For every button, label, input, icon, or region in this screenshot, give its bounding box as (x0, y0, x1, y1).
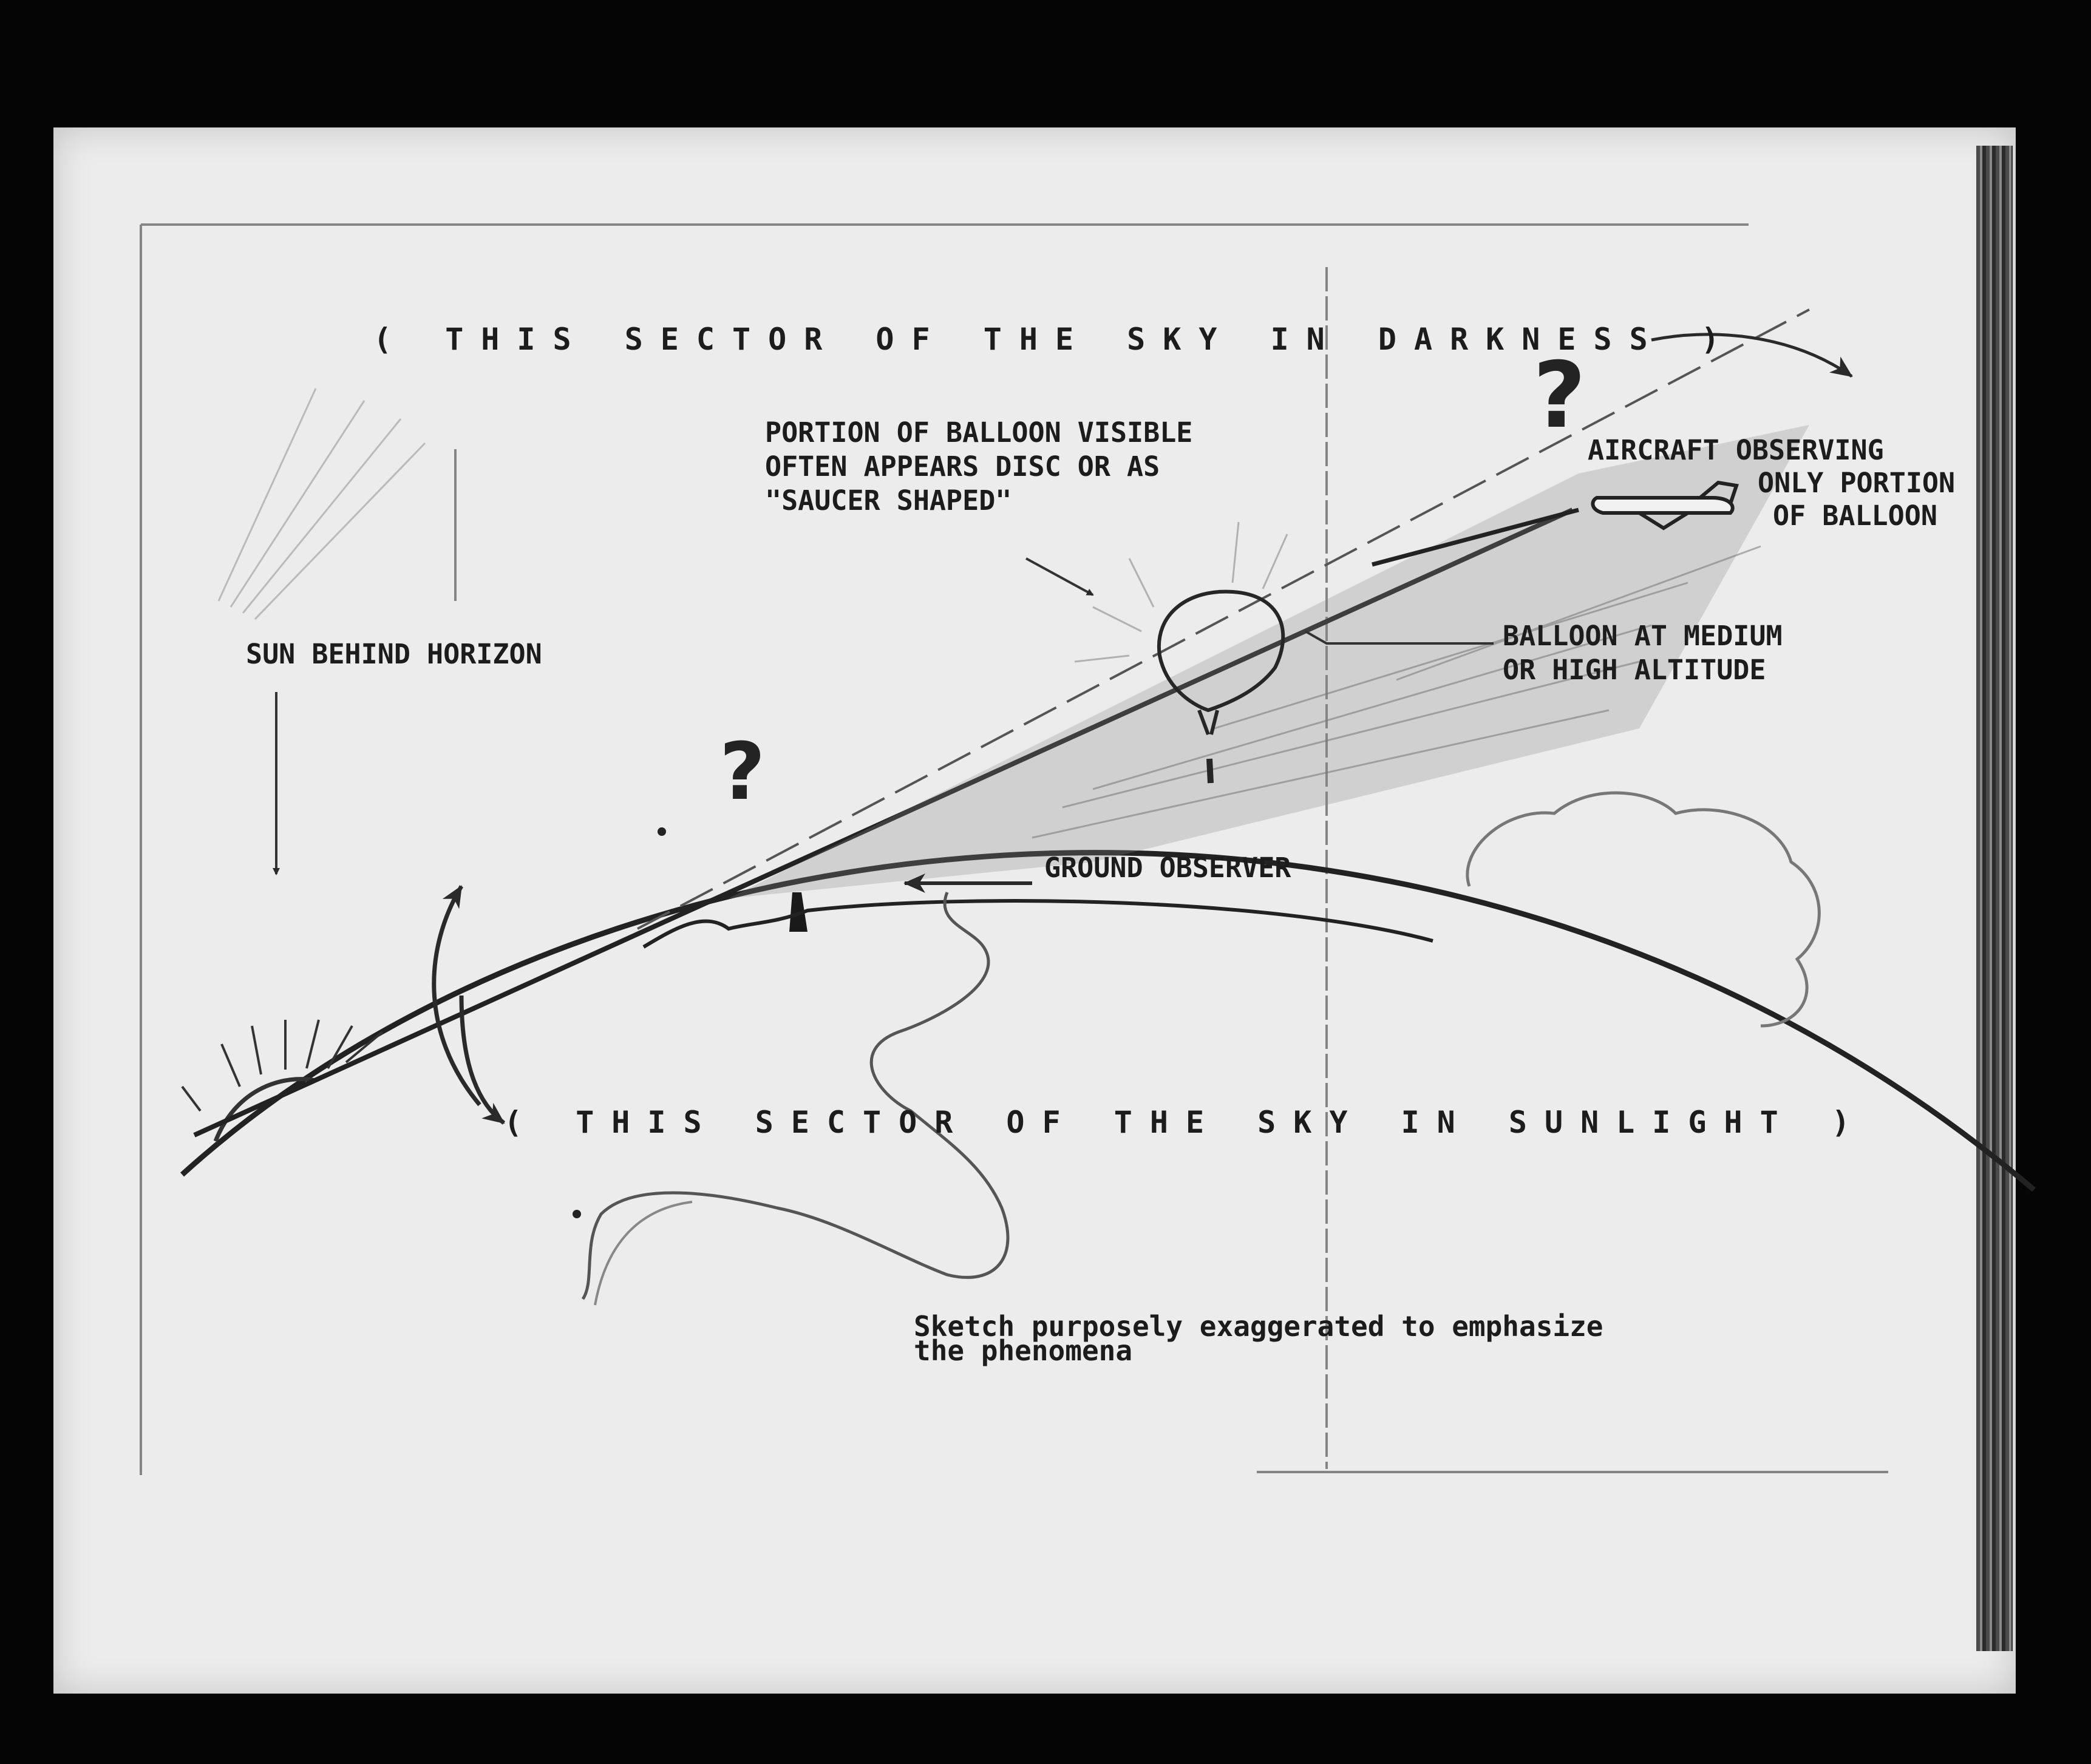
ink-dot (573, 1210, 581, 1218)
question-mark-aircraft: ? (1533, 343, 1586, 449)
sunlight-sector-arrow-down (461, 996, 504, 1123)
balloon-altitude-line-1: BALLOON AT MEDIUM (1503, 620, 1783, 652)
sketch-note (914, 1310, 1603, 1367)
cloud-lower-left (595, 1202, 692, 1305)
sketch-note-line-2: the phenomena (914, 1334, 1133, 1367)
sun-icon (182, 1020, 382, 1141)
sector-sunlight-label: ( THIS SECTOR OF THE SKY IN SUNLIGHT ) (504, 1105, 1868, 1140)
sector-darkness-label: ( THIS SECTOR OF THE SKY IN DARKNESS ) (373, 322, 1737, 357)
aircraft-label-line-2: ONLY PORTION (1758, 467, 1956, 499)
question-mark-ground: ? (719, 725, 766, 818)
balloon-portion-line-1: PORTION OF BALLOON VISIBLE (765, 416, 1193, 449)
balloon-portion-line-3: "SAUCER SHAPED" (765, 484, 1012, 517)
saucer-pointer-arrow (1026, 558, 1093, 595)
aircraft-label-line-3: OF BALLOON (1773, 500, 1937, 532)
aircraft-label (1588, 434, 1955, 532)
ink-dot (658, 827, 666, 836)
balloon-portion-label (765, 416, 1192, 518)
terrain-path (644, 901, 1433, 947)
aircraft-label-line-1: AIRCRAFT OBSERVING (1588, 434, 1884, 466)
sun-behind-horizon-label: SUN BEHIND HORIZON (246, 638, 542, 670)
cloud-right (1467, 793, 1819, 1026)
balloon-portion-line-2: OFTEN APPEARS DISC OR AS (765, 450, 1160, 483)
sketch-note-line-1: Sketch purposely exaggerated to emphasize (914, 1310, 1603, 1343)
balloon-altitude-label (1503, 619, 1783, 687)
river-path (583, 892, 1008, 1299)
sky-rays-top-left (219, 388, 425, 619)
balloon-altitude-line-2: OR HIGH ALTITUDE (1503, 654, 1766, 686)
ground-observer-label: GROUND OBSERVER (1044, 852, 1291, 884)
